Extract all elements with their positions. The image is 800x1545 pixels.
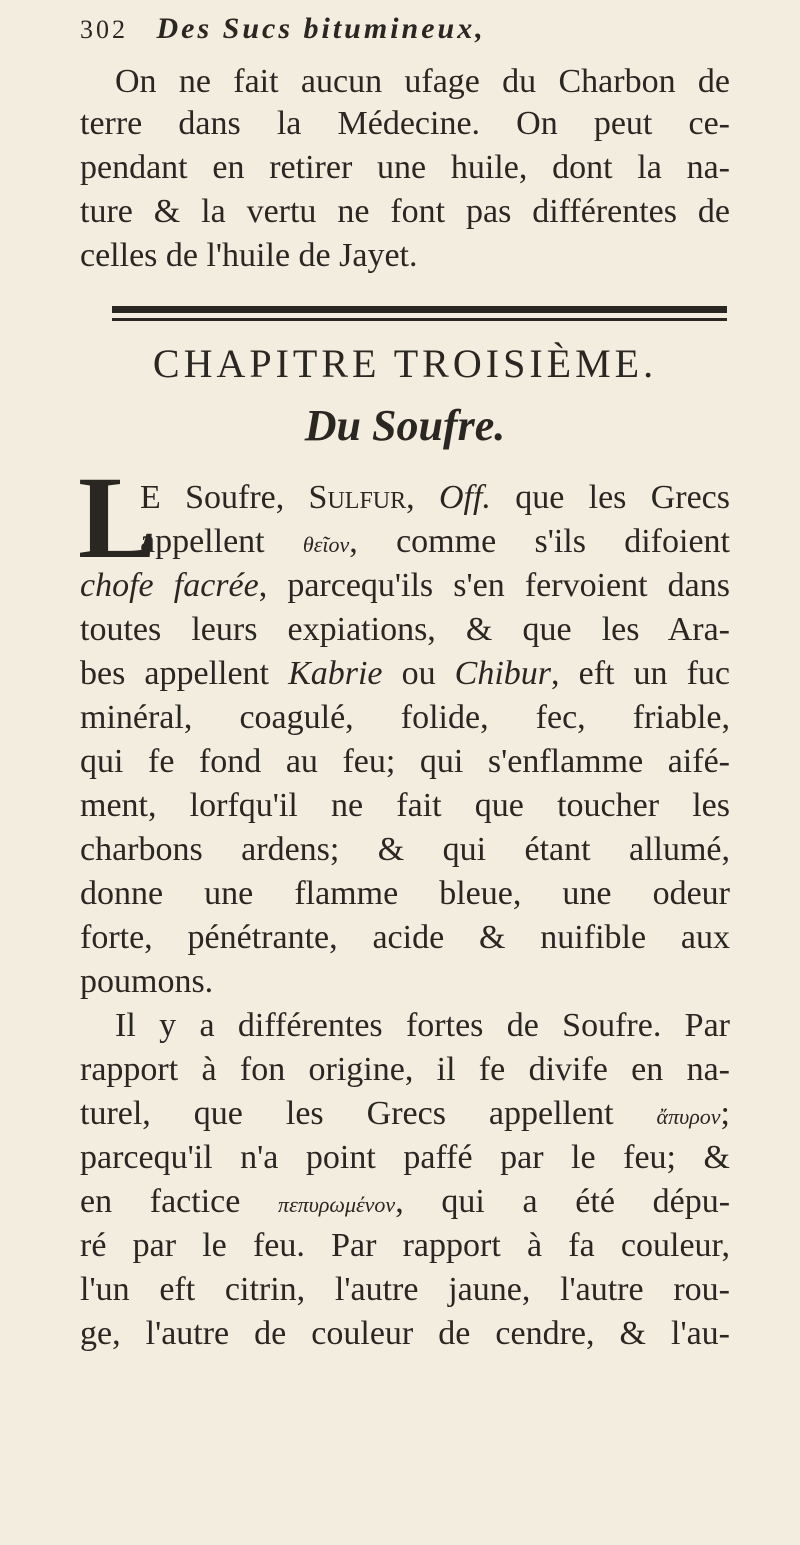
text-line: qui fe fond au feu; qui s'enflamme aifé- [80,743,730,780]
text-line: appellent θεῖον, comme s'ils difoient [140,523,730,560]
text-line: parcequ'il n'a point paffé par le feu; & [80,1139,730,1176]
greek-term: πεπυρωμένον [278,1192,396,1217]
text-line: chofe facrée, parcequ'ils s'en fervoient dans [80,567,730,604]
text-line: celles de l'huile de Jayet. [80,237,418,274]
officinal-abbrev: Off. [438,479,491,516]
text-line: minéral, coagulé, folide, fec, friable, [80,699,730,736]
text-line: rapport à fon origine, il fe divife en na- [80,1051,730,1088]
text-line: l'un eft citrin, l'autre jaune, l'autre rou- [80,1271,730,1308]
text-line: Il y a différentes fortes de Soufre. Par [115,1007,730,1044]
text-line: toutes leurs expiations, & que les Ara- [80,611,730,648]
running-head [80,12,770,62]
section-title: Du Soufre. [304,401,506,450]
text-line: ré par le feu. Par rapport à fa couleur, [80,1227,730,1264]
text-line: ge, l'autre de couleur de cendre, & l'au- [80,1315,730,1352]
text-line: On ne fait aucun ufage du Charbon de [115,63,730,100]
text-line: poumons. [80,963,214,1000]
running-head-title: Des Sucs bitumineux, [156,12,486,45]
text-line: forte, pénétrante, acide & nuifible aux [80,919,730,956]
text-line: E Soufre, Sulfur, Off. que les Grecs [140,479,730,516]
text-line: ment, lorfqu'il ne fait que toucher les [80,787,730,824]
page-number: 302 [80,15,128,44]
text-line: charbons ardens; & qui étant allumé, [80,831,730,868]
ornamental-rule-thick [112,306,727,313]
chapter-title: CHAPITRE TROISIÈME. [152,341,658,386]
text-line: en factice πεπυρωμένον, qui a été dépu- [80,1183,731,1220]
text-line: pendant en retirer une huile, dont la na- [80,149,730,186]
latin-term: Sulfur [308,479,407,516]
greek-term: ἄπυρον [656,1104,721,1129]
text-line: donne une flamme bleue, une odeur [80,875,730,912]
greek-term: θεῖον [302,532,350,557]
text-line: turel, que les Grecs appellent ἄπυρον; [80,1095,730,1132]
ornamental-rule-thin [112,318,727,321]
drop-cap: L [78,452,157,583]
text-line: ture & la vertu ne font pas différentes de [80,193,730,230]
text-line: terre dans la Médecine. On peut ce- [80,105,730,142]
text-line: bes appellent Kabrie ou Chibur, eft un fuc [80,655,731,692]
